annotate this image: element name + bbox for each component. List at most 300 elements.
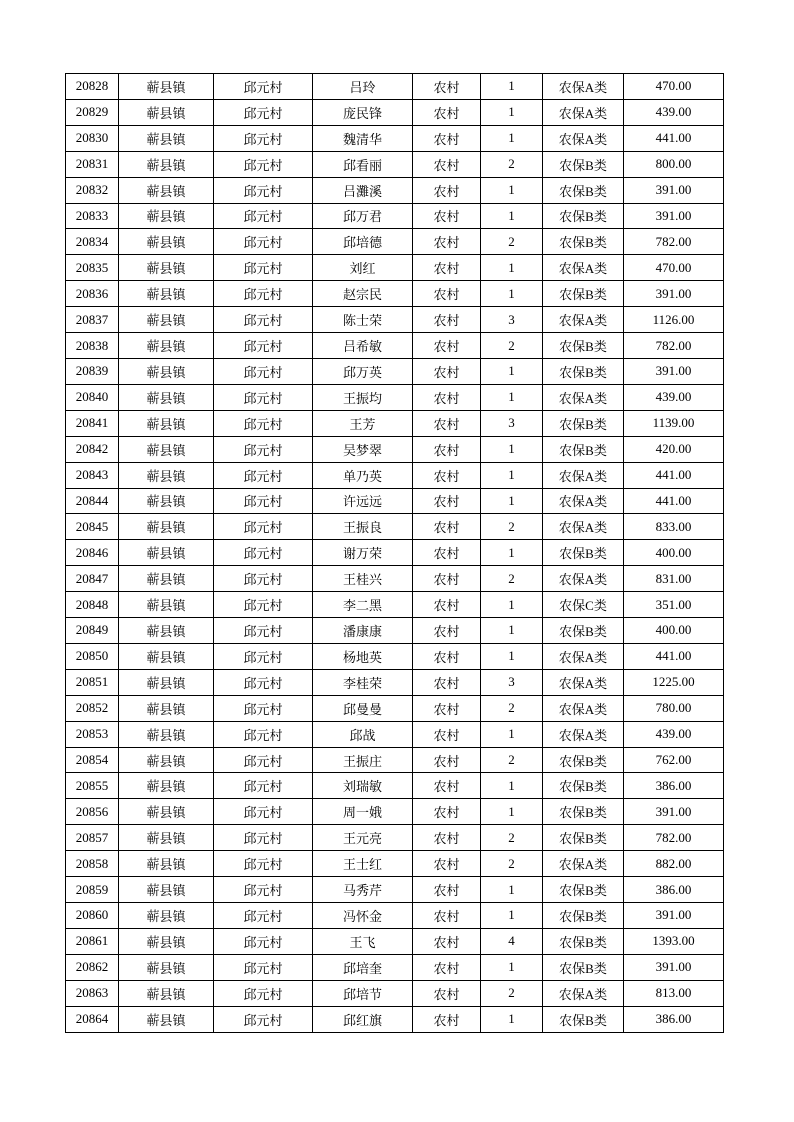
cell-village: 邱元村 bbox=[214, 669, 313, 695]
cell-serial-number: 20855 bbox=[66, 773, 119, 799]
cell-residence-type: 农村 bbox=[413, 954, 481, 980]
cell-village: 邱元村 bbox=[214, 980, 313, 1006]
cell-amount: 470.00 bbox=[624, 255, 724, 281]
cell-person-count: 2 bbox=[481, 229, 543, 255]
cell-serial-number: 20835 bbox=[66, 255, 119, 281]
cell-residence-type: 农村 bbox=[413, 255, 481, 281]
cell-serial-number: 20856 bbox=[66, 799, 119, 825]
cell-town: 蕲县镇 bbox=[119, 307, 214, 333]
cell-amount: 762.00 bbox=[624, 747, 724, 773]
cell-town: 蕲县镇 bbox=[119, 410, 214, 436]
table-row bbox=[66, 462, 724, 488]
cell-residence-type: 农村 bbox=[413, 928, 481, 954]
cell-residence-type: 农村 bbox=[413, 410, 481, 436]
cell-residence-type: 农村 bbox=[413, 695, 481, 721]
cell-residence-type: 农村 bbox=[413, 333, 481, 359]
cell-town: 蕲县镇 bbox=[119, 99, 214, 125]
cell-town: 蕲县镇 bbox=[119, 333, 214, 359]
cell-amount: 782.00 bbox=[624, 229, 724, 255]
cell-insurance-category: 农保B类 bbox=[543, 773, 624, 799]
cell-residence-type: 农村 bbox=[413, 151, 481, 177]
cell-village: 邱元村 bbox=[214, 281, 313, 307]
cell-amount: 441.00 bbox=[624, 462, 724, 488]
table-row bbox=[66, 410, 724, 436]
cell-town: 蕲县镇 bbox=[119, 747, 214, 773]
cell-town: 蕲县镇 bbox=[119, 125, 214, 151]
cell-person-count: 3 bbox=[481, 307, 543, 333]
cell-village: 邱元村 bbox=[214, 99, 313, 125]
cell-serial-number: 20844 bbox=[66, 488, 119, 514]
cell-village: 邱元村 bbox=[214, 307, 313, 333]
cell-serial-number: 20843 bbox=[66, 462, 119, 488]
cell-name: 王士红 bbox=[313, 851, 413, 877]
cell-village: 邱元村 bbox=[214, 229, 313, 255]
table-row bbox=[66, 177, 724, 203]
cell-village: 邱元村 bbox=[214, 825, 313, 851]
cell-insurance-category: 农保A类 bbox=[543, 384, 624, 410]
cell-insurance-category: 农保C类 bbox=[543, 592, 624, 618]
cell-town: 蕲县镇 bbox=[119, 980, 214, 1006]
cell-residence-type: 农村 bbox=[413, 384, 481, 410]
cell-amount: 833.00 bbox=[624, 514, 724, 540]
cell-town: 蕲县镇 bbox=[119, 825, 214, 851]
cell-serial-number: 20858 bbox=[66, 851, 119, 877]
cell-name: 潘康康 bbox=[313, 618, 413, 644]
cell-serial-number: 20848 bbox=[66, 592, 119, 618]
cell-name: 陈士荣 bbox=[313, 307, 413, 333]
table-row bbox=[66, 903, 724, 929]
cell-person-count: 1 bbox=[481, 74, 543, 100]
cell-amount: 391.00 bbox=[624, 954, 724, 980]
table-row bbox=[66, 825, 724, 851]
cell-serial-number: 20861 bbox=[66, 928, 119, 954]
cell-insurance-category: 农保A类 bbox=[543, 99, 624, 125]
cell-serial-number: 20857 bbox=[66, 825, 119, 851]
cell-serial-number: 20829 bbox=[66, 99, 119, 125]
table-row bbox=[66, 436, 724, 462]
cell-village: 邱元村 bbox=[214, 436, 313, 462]
cell-name: 王振均 bbox=[313, 384, 413, 410]
cell-town: 蕲县镇 bbox=[119, 281, 214, 307]
cell-name: 吕灘溪 bbox=[313, 177, 413, 203]
cell-person-count: 1 bbox=[481, 384, 543, 410]
cell-insurance-category: 农保B类 bbox=[543, 1006, 624, 1032]
cell-insurance-category: 农保B类 bbox=[543, 151, 624, 177]
table-row bbox=[66, 358, 724, 384]
cell-person-count: 1 bbox=[481, 203, 543, 229]
cell-village: 邱元村 bbox=[214, 618, 313, 644]
cell-person-count: 2 bbox=[481, 851, 543, 877]
cell-person-count: 2 bbox=[481, 695, 543, 721]
cell-residence-type: 农村 bbox=[413, 721, 481, 747]
cell-name: 吕希敏 bbox=[313, 333, 413, 359]
cell-name: 谢万荣 bbox=[313, 540, 413, 566]
cell-residence-type: 农村 bbox=[413, 203, 481, 229]
cell-person-count: 1 bbox=[481, 358, 543, 384]
table-row bbox=[66, 566, 724, 592]
cell-village: 邱元村 bbox=[214, 799, 313, 825]
cell-town: 蕲县镇 bbox=[119, 540, 214, 566]
table-row bbox=[66, 333, 724, 359]
table-row bbox=[66, 255, 724, 281]
cell-person-count: 1 bbox=[481, 436, 543, 462]
cell-name: 马秀芹 bbox=[313, 877, 413, 903]
cell-person-count: 2 bbox=[481, 151, 543, 177]
cell-residence-type: 农村 bbox=[413, 1006, 481, 1032]
cell-serial-number: 20846 bbox=[66, 540, 119, 566]
cell-village: 邱元村 bbox=[214, 721, 313, 747]
cell-residence-type: 农村 bbox=[413, 99, 481, 125]
cell-village: 邱元村 bbox=[214, 203, 313, 229]
cell-insurance-category: 农保B类 bbox=[543, 203, 624, 229]
cell-person-count: 1 bbox=[481, 618, 543, 644]
cell-village: 邱元村 bbox=[214, 928, 313, 954]
cell-residence-type: 农村 bbox=[413, 281, 481, 307]
cell-village: 邱元村 bbox=[214, 177, 313, 203]
cell-town: 蕲县镇 bbox=[119, 954, 214, 980]
cell-town: 蕲县镇 bbox=[119, 358, 214, 384]
table-row bbox=[66, 203, 724, 229]
cell-insurance-category: 农保B类 bbox=[543, 229, 624, 255]
cell-person-count: 2 bbox=[481, 747, 543, 773]
cell-town: 蕲县镇 bbox=[119, 566, 214, 592]
cell-amount: 1139.00 bbox=[624, 410, 724, 436]
cell-person-count: 1 bbox=[481, 877, 543, 903]
cell-name: 邱战 bbox=[313, 721, 413, 747]
cell-amount: 391.00 bbox=[624, 203, 724, 229]
table-row bbox=[66, 488, 724, 514]
cell-village: 邱元村 bbox=[214, 566, 313, 592]
table-row bbox=[66, 74, 724, 100]
cell-residence-type: 农村 bbox=[413, 358, 481, 384]
cell-village: 邱元村 bbox=[214, 540, 313, 566]
cell-person-count: 2 bbox=[481, 514, 543, 540]
cell-serial-number: 20828 bbox=[66, 74, 119, 100]
benefit-roster-table bbox=[65, 73, 724, 1033]
cell-person-count: 1 bbox=[481, 592, 543, 618]
cell-serial-number: 20834 bbox=[66, 229, 119, 255]
cell-person-count: 1 bbox=[481, 540, 543, 566]
cell-insurance-category: 农保B类 bbox=[543, 825, 624, 851]
cell-amount: 391.00 bbox=[624, 358, 724, 384]
cell-name: 邱看丽 bbox=[313, 151, 413, 177]
cell-amount: 1126.00 bbox=[624, 307, 724, 333]
cell-village: 邱元村 bbox=[214, 462, 313, 488]
cell-serial-number: 20860 bbox=[66, 903, 119, 929]
cell-serial-number: 20839 bbox=[66, 358, 119, 384]
table-row bbox=[66, 773, 724, 799]
cell-amount: 400.00 bbox=[624, 618, 724, 644]
cell-person-count: 1 bbox=[481, 281, 543, 307]
cell-village: 邱元村 bbox=[214, 695, 313, 721]
cell-amount: 439.00 bbox=[624, 384, 724, 410]
cell-village: 邱元村 bbox=[214, 643, 313, 669]
cell-amount: 391.00 bbox=[624, 903, 724, 929]
cell-insurance-category: 农保A类 bbox=[543, 980, 624, 1006]
table-row bbox=[66, 747, 724, 773]
cell-name: 杨地英 bbox=[313, 643, 413, 669]
cell-residence-type: 农村 bbox=[413, 799, 481, 825]
cell-serial-number: 20854 bbox=[66, 747, 119, 773]
cell-person-count: 3 bbox=[481, 669, 543, 695]
cell-amount: 391.00 bbox=[624, 281, 724, 307]
cell-serial-number: 20842 bbox=[66, 436, 119, 462]
table-row bbox=[66, 643, 724, 669]
cell-residence-type: 农村 bbox=[413, 74, 481, 100]
cell-name: 邱培奎 bbox=[313, 954, 413, 980]
cell-person-count: 1 bbox=[481, 721, 543, 747]
cell-village: 邱元村 bbox=[214, 954, 313, 980]
table-row bbox=[66, 151, 724, 177]
cell-residence-type: 农村 bbox=[413, 980, 481, 1006]
cell-insurance-category: 农保A类 bbox=[543, 255, 624, 281]
cell-insurance-category: 农保B类 bbox=[543, 333, 624, 359]
cell-person-count: 1 bbox=[481, 643, 543, 669]
cell-village: 邱元村 bbox=[214, 333, 313, 359]
cell-serial-number: 20851 bbox=[66, 669, 119, 695]
cell-serial-number: 20845 bbox=[66, 514, 119, 540]
cell-amount: 780.00 bbox=[624, 695, 724, 721]
cell-residence-type: 农村 bbox=[413, 488, 481, 514]
cell-name: 邱曼曼 bbox=[313, 695, 413, 721]
cell-town: 蕲县镇 bbox=[119, 695, 214, 721]
cell-town: 蕲县镇 bbox=[119, 255, 214, 281]
cell-amount: 441.00 bbox=[624, 125, 724, 151]
table-row bbox=[66, 954, 724, 980]
cell-amount: 782.00 bbox=[624, 333, 724, 359]
cell-person-count: 2 bbox=[481, 980, 543, 1006]
cell-town: 蕲县镇 bbox=[119, 669, 214, 695]
cell-town: 蕲县镇 bbox=[119, 384, 214, 410]
cell-town: 蕲县镇 bbox=[119, 592, 214, 618]
cell-town: 蕲县镇 bbox=[119, 721, 214, 747]
cell-person-count: 2 bbox=[481, 566, 543, 592]
cell-town: 蕲县镇 bbox=[119, 903, 214, 929]
cell-person-count: 1 bbox=[481, 462, 543, 488]
cell-person-count: 1 bbox=[481, 488, 543, 514]
cell-name: 王元亮 bbox=[313, 825, 413, 851]
cell-amount: 882.00 bbox=[624, 851, 724, 877]
cell-amount: 351.00 bbox=[624, 592, 724, 618]
cell-insurance-category: 农保B类 bbox=[543, 410, 624, 436]
table-row bbox=[66, 307, 724, 333]
cell-insurance-category: 农保A类 bbox=[543, 488, 624, 514]
cell-serial-number: 20862 bbox=[66, 954, 119, 980]
table-body bbox=[66, 74, 724, 1033]
cell-insurance-category: 农保B类 bbox=[543, 928, 624, 954]
cell-residence-type: 农村 bbox=[413, 592, 481, 618]
cell-name: 李桂荣 bbox=[313, 669, 413, 695]
cell-town: 蕲县镇 bbox=[119, 851, 214, 877]
cell-residence-type: 农村 bbox=[413, 307, 481, 333]
cell-town: 蕲县镇 bbox=[119, 877, 214, 903]
cell-person-count: 3 bbox=[481, 410, 543, 436]
cell-village: 邱元村 bbox=[214, 592, 313, 618]
cell-amount: 391.00 bbox=[624, 799, 724, 825]
cell-residence-type: 农村 bbox=[413, 125, 481, 151]
cell-insurance-category: 农保B类 bbox=[543, 954, 624, 980]
cell-name: 王桂兴 bbox=[313, 566, 413, 592]
cell-insurance-category: 农保B类 bbox=[543, 281, 624, 307]
cell-town: 蕲县镇 bbox=[119, 462, 214, 488]
table-row bbox=[66, 695, 724, 721]
cell-serial-number: 20847 bbox=[66, 566, 119, 592]
cell-serial-number: 20853 bbox=[66, 721, 119, 747]
cell-amount: 782.00 bbox=[624, 825, 724, 851]
cell-insurance-category: 农保A类 bbox=[543, 514, 624, 540]
table-row bbox=[66, 1006, 724, 1032]
cell-village: 邱元村 bbox=[214, 747, 313, 773]
cell-name: 邱培德 bbox=[313, 229, 413, 255]
cell-residence-type: 农村 bbox=[413, 903, 481, 929]
cell-amount: 441.00 bbox=[624, 488, 724, 514]
cell-residence-type: 农村 bbox=[413, 540, 481, 566]
cell-insurance-category: 农保B类 bbox=[543, 903, 624, 929]
cell-amount: 831.00 bbox=[624, 566, 724, 592]
cell-amount: 386.00 bbox=[624, 1006, 724, 1032]
cell-name: 刘红 bbox=[313, 255, 413, 281]
table-row bbox=[66, 229, 724, 255]
cell-name: 赵宗民 bbox=[313, 281, 413, 307]
cell-name: 王芳 bbox=[313, 410, 413, 436]
cell-village: 邱元村 bbox=[214, 74, 313, 100]
table-row bbox=[66, 592, 724, 618]
cell-name: 刘瑞敏 bbox=[313, 773, 413, 799]
cell-amount: 800.00 bbox=[624, 151, 724, 177]
cell-amount: 470.00 bbox=[624, 74, 724, 100]
table-row bbox=[66, 877, 724, 903]
cell-name: 吕玲 bbox=[313, 74, 413, 100]
cell-person-count: 1 bbox=[481, 255, 543, 281]
cell-serial-number: 20849 bbox=[66, 618, 119, 644]
cell-town: 蕲县镇 bbox=[119, 514, 214, 540]
table-row bbox=[66, 928, 724, 954]
cell-amount: 400.00 bbox=[624, 540, 724, 566]
cell-village: 邱元村 bbox=[214, 125, 313, 151]
cell-village: 邱元村 bbox=[214, 1006, 313, 1032]
cell-person-count: 1 bbox=[481, 903, 543, 929]
cell-person-count: 1 bbox=[481, 954, 543, 980]
cell-name: 邱万君 bbox=[313, 203, 413, 229]
cell-name: 王振庄 bbox=[313, 747, 413, 773]
cell-residence-type: 农村 bbox=[413, 877, 481, 903]
table-row bbox=[66, 851, 724, 877]
cell-amount: 420.00 bbox=[624, 436, 724, 462]
cell-insurance-category: 农保B类 bbox=[543, 177, 624, 203]
cell-serial-number: 20832 bbox=[66, 177, 119, 203]
cell-town: 蕲县镇 bbox=[119, 618, 214, 644]
cell-name: 单乃英 bbox=[313, 462, 413, 488]
cell-village: 邱元村 bbox=[214, 151, 313, 177]
cell-amount: 386.00 bbox=[624, 877, 724, 903]
cell-name: 李二黑 bbox=[313, 592, 413, 618]
cell-insurance-category: 农保B类 bbox=[543, 540, 624, 566]
cell-amount: 391.00 bbox=[624, 177, 724, 203]
cell-amount: 386.00 bbox=[624, 773, 724, 799]
cell-person-count: 1 bbox=[481, 125, 543, 151]
cell-insurance-category: 农保A类 bbox=[543, 851, 624, 877]
cell-village: 邱元村 bbox=[214, 514, 313, 540]
cell-town: 蕲县镇 bbox=[119, 488, 214, 514]
cell-serial-number: 20840 bbox=[66, 384, 119, 410]
cell-town: 蕲县镇 bbox=[119, 177, 214, 203]
cell-village: 邱元村 bbox=[214, 877, 313, 903]
cell-residence-type: 农村 bbox=[413, 229, 481, 255]
cell-village: 邱元村 bbox=[214, 903, 313, 929]
cell-serial-number: 20863 bbox=[66, 980, 119, 1006]
cell-serial-number: 20859 bbox=[66, 877, 119, 903]
cell-name: 许远远 bbox=[313, 488, 413, 514]
table-row bbox=[66, 799, 724, 825]
cell-insurance-category: 农保A类 bbox=[543, 643, 624, 669]
table-row bbox=[66, 980, 724, 1006]
cell-name: 冯怀金 bbox=[313, 903, 413, 929]
cell-insurance-category: 农保A类 bbox=[543, 462, 624, 488]
cell-residence-type: 农村 bbox=[413, 773, 481, 799]
cell-amount: 813.00 bbox=[624, 980, 724, 1006]
cell-person-count: 1 bbox=[481, 799, 543, 825]
cell-insurance-category: 农保B类 bbox=[543, 877, 624, 903]
cell-village: 邱元村 bbox=[214, 488, 313, 514]
table-row bbox=[66, 514, 724, 540]
cell-town: 蕲县镇 bbox=[119, 203, 214, 229]
cell-person-count: 1 bbox=[481, 1006, 543, 1032]
cell-residence-type: 农村 bbox=[413, 825, 481, 851]
table-row bbox=[66, 384, 724, 410]
cell-residence-type: 农村 bbox=[413, 618, 481, 644]
cell-insurance-category: 农保A类 bbox=[543, 721, 624, 747]
cell-town: 蕲县镇 bbox=[119, 643, 214, 669]
cell-insurance-category: 农保A类 bbox=[543, 669, 624, 695]
cell-insurance-category: 农保B类 bbox=[543, 799, 624, 825]
cell-insurance-category: 农保A类 bbox=[543, 125, 624, 151]
cell-village: 邱元村 bbox=[214, 410, 313, 436]
cell-insurance-category: 农保B类 bbox=[543, 618, 624, 644]
cell-village: 邱元村 bbox=[214, 773, 313, 799]
cell-serial-number: 20850 bbox=[66, 643, 119, 669]
cell-person-count: 1 bbox=[481, 773, 543, 799]
cell-serial-number: 20841 bbox=[66, 410, 119, 436]
cell-insurance-category: 农保A类 bbox=[543, 695, 624, 721]
table-row bbox=[66, 125, 724, 151]
cell-town: 蕲县镇 bbox=[119, 1006, 214, 1032]
cell-name: 吴梦翠 bbox=[313, 436, 413, 462]
cell-town: 蕲县镇 bbox=[119, 229, 214, 255]
table-row bbox=[66, 721, 724, 747]
cell-serial-number: 20864 bbox=[66, 1006, 119, 1032]
cell-village: 邱元村 bbox=[214, 255, 313, 281]
table-row bbox=[66, 281, 724, 307]
cell-serial-number: 20852 bbox=[66, 695, 119, 721]
cell-residence-type: 农村 bbox=[413, 566, 481, 592]
cell-town: 蕲县镇 bbox=[119, 74, 214, 100]
cell-name: 庞民锋 bbox=[313, 99, 413, 125]
cell-residence-type: 农村 bbox=[413, 747, 481, 773]
cell-village: 邱元村 bbox=[214, 358, 313, 384]
cell-name: 邱培节 bbox=[313, 980, 413, 1006]
cell-name: 邱红旗 bbox=[313, 1006, 413, 1032]
cell-residence-type: 农村 bbox=[413, 462, 481, 488]
cell-serial-number: 20837 bbox=[66, 307, 119, 333]
cell-amount: 439.00 bbox=[624, 721, 724, 747]
cell-insurance-category: 农保B类 bbox=[543, 436, 624, 462]
cell-town: 蕲县镇 bbox=[119, 773, 214, 799]
table-row bbox=[66, 618, 724, 644]
cell-amount: 439.00 bbox=[624, 99, 724, 125]
cell-residence-type: 农村 bbox=[413, 643, 481, 669]
cell-residence-type: 农村 bbox=[413, 851, 481, 877]
cell-serial-number: 20838 bbox=[66, 333, 119, 359]
